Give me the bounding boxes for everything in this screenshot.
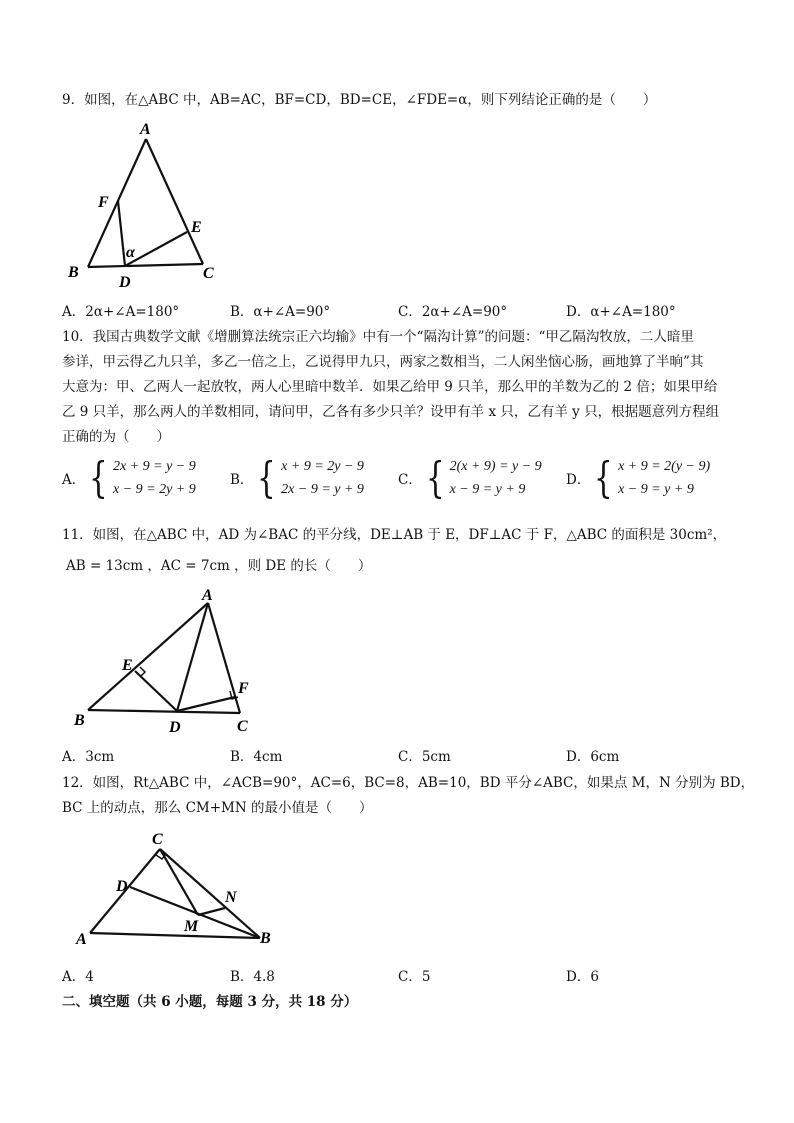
q11-label-e: E — [122, 657, 133, 674]
q10-option-c — [398, 455, 542, 501]
q10-option-b — [230, 455, 364, 501]
q9-figure — [60, 115, 230, 290]
q10-option-c-eq1: 2(x + 9) = y − 9 — [449, 459, 542, 474]
q10-option-d-eq1: x + 9 = 2(y − 9) — [618, 459, 711, 474]
q10-option-d-label: D． — [566, 472, 591, 488]
q10-option-a-eq2: x − 9 = 2y + 9 — [112, 482, 196, 497]
q10-option-c-label: C． — [398, 472, 422, 488]
q9-label-alpha: α — [126, 244, 135, 261]
q10-option-d — [566, 455, 710, 501]
q12-line-1: 12．如图，Rt△ABC 中，∠ACB=90°，AC=6，BC=8，AB=10，BD 平分∠ABC，如果点 M，N 分别为 BD， — [62, 775, 755, 791]
q12-label-m: M — [184, 918, 199, 935]
q11-line-1: 11．如图，在△ABC 中，AD 为∠BAC 的平分线，DE⊥AB 于 E，DF⊥AC 于 F，△ABC 的面积是 30cm²， — [62, 527, 727, 543]
q12-label-b: B — [260, 930, 271, 947]
q12-option-d: D．6 — [566, 969, 599, 985]
q10-option-b-eq1: x + 9 = 2y − 9 — [281, 459, 364, 474]
q10-line-3: 大意为：甲、乙两人一起放牧，两人心里暗中数羊．如果乙给甲 9 只羊，那么甲的羊数为乙的 2 倍；如果甲给 — [62, 379, 718, 395]
q11-label-b: B — [74, 712, 85, 729]
brace-icon: { — [425, 453, 445, 502]
q11-option-c: C．5cm — [398, 749, 451, 765]
q10-line-1: 10．我国古典数学文献《增删算法统宗正六均输》中有一个“隔沟计算”的问题：“甲乙隔沟牧放，二人暗里 — [62, 329, 694, 345]
q11-label-c: C — [237, 718, 248, 735]
q12-label-c: C — [152, 831, 163, 848]
q12-option-a: A．4 — [62, 969, 94, 985]
q11-option-b: B．4cm — [230, 749, 283, 765]
q11-figure — [70, 585, 270, 737]
q10-option-a-eq1: 2x + 9 = y − 9 — [112, 459, 196, 474]
q10-option-b-label: B． — [230, 472, 254, 488]
q10-line-5: 正确的为（ ） — [62, 429, 170, 445]
q12-line-2: BC 上的动点，那么 CM+MN 的最小值是（ ） — [62, 800, 373, 816]
brace-icon: { — [257, 453, 277, 502]
q9-label-b: B — [68, 264, 79, 281]
section-2-heading: 二、填空题（共 6 小题，每题 3 分，共 18 分） — [62, 994, 358, 1010]
q9-label-c: C — [203, 265, 214, 282]
q12-label-a: A — [76, 931, 87, 948]
brace-icon: { — [594, 453, 614, 502]
q11-label-f: F — [238, 680, 249, 697]
q9-stem: 9．如图，在△ABC 中，AB=AC，BF=CD，BD=CE，∠FDE=α，则下列结论正确的是（ ） — [62, 92, 657, 108]
q10-line-2: 参详，甲云得乙九只羊，多乙一倍之上，乙说得甲九只，两家之数相当，二人闲坐恼心肠，画地算了半晌”其 — [62, 354, 704, 370]
q9-label-e: E — [191, 219, 202, 236]
brace-icon: { — [89, 453, 108, 502]
q9-option-a: A．2α+∠A=180° — [62, 304, 180, 320]
q10-option-b-eq2: 2x − 9 = y + 9 — [281, 482, 364, 497]
q10-option-d-eq2: x − 9 = y + 9 — [618, 482, 694, 497]
q12-label-n: N — [225, 889, 237, 906]
q11-label-d: D — [169, 719, 181, 736]
q11-option-a: A．3cm — [62, 749, 115, 765]
q11-line-2: AB = 13cm ，AC = 7cm ，则 DE 的长（ ） — [66, 558, 372, 574]
q11-option-d: D．6cm — [566, 749, 620, 765]
q9-option-d: D．α+∠A=180° — [566, 304, 676, 320]
q9-label-d: D — [119, 274, 131, 290]
q10-line-4: 乙 9 只羊，那么两人的羊数相同，请问甲，乙各有多少只羊？设甲有羊 x 只，乙有羊 y 只，根据题意列方程组 — [62, 404, 720, 420]
q9-option-c: C．2α+∠A=90° — [398, 304, 508, 320]
q10-option-c-eq2: x − 9 = y + 9 — [449, 482, 526, 497]
q12-label-d: D — [116, 878, 128, 895]
q10-option-a — [62, 455, 196, 501]
q12-figure — [70, 825, 280, 950]
q9-label-a: A — [140, 121, 151, 138]
q12-option-b: B．4.8 — [230, 969, 275, 985]
q9-label-f: F — [98, 194, 109, 211]
q11-label-a: A — [202, 587, 213, 604]
q9-option-b: B．α+∠A=90° — [230, 304, 331, 320]
q12-option-c: C．5 — [398, 969, 431, 985]
q10-option-a-label: A． — [62, 472, 86, 488]
